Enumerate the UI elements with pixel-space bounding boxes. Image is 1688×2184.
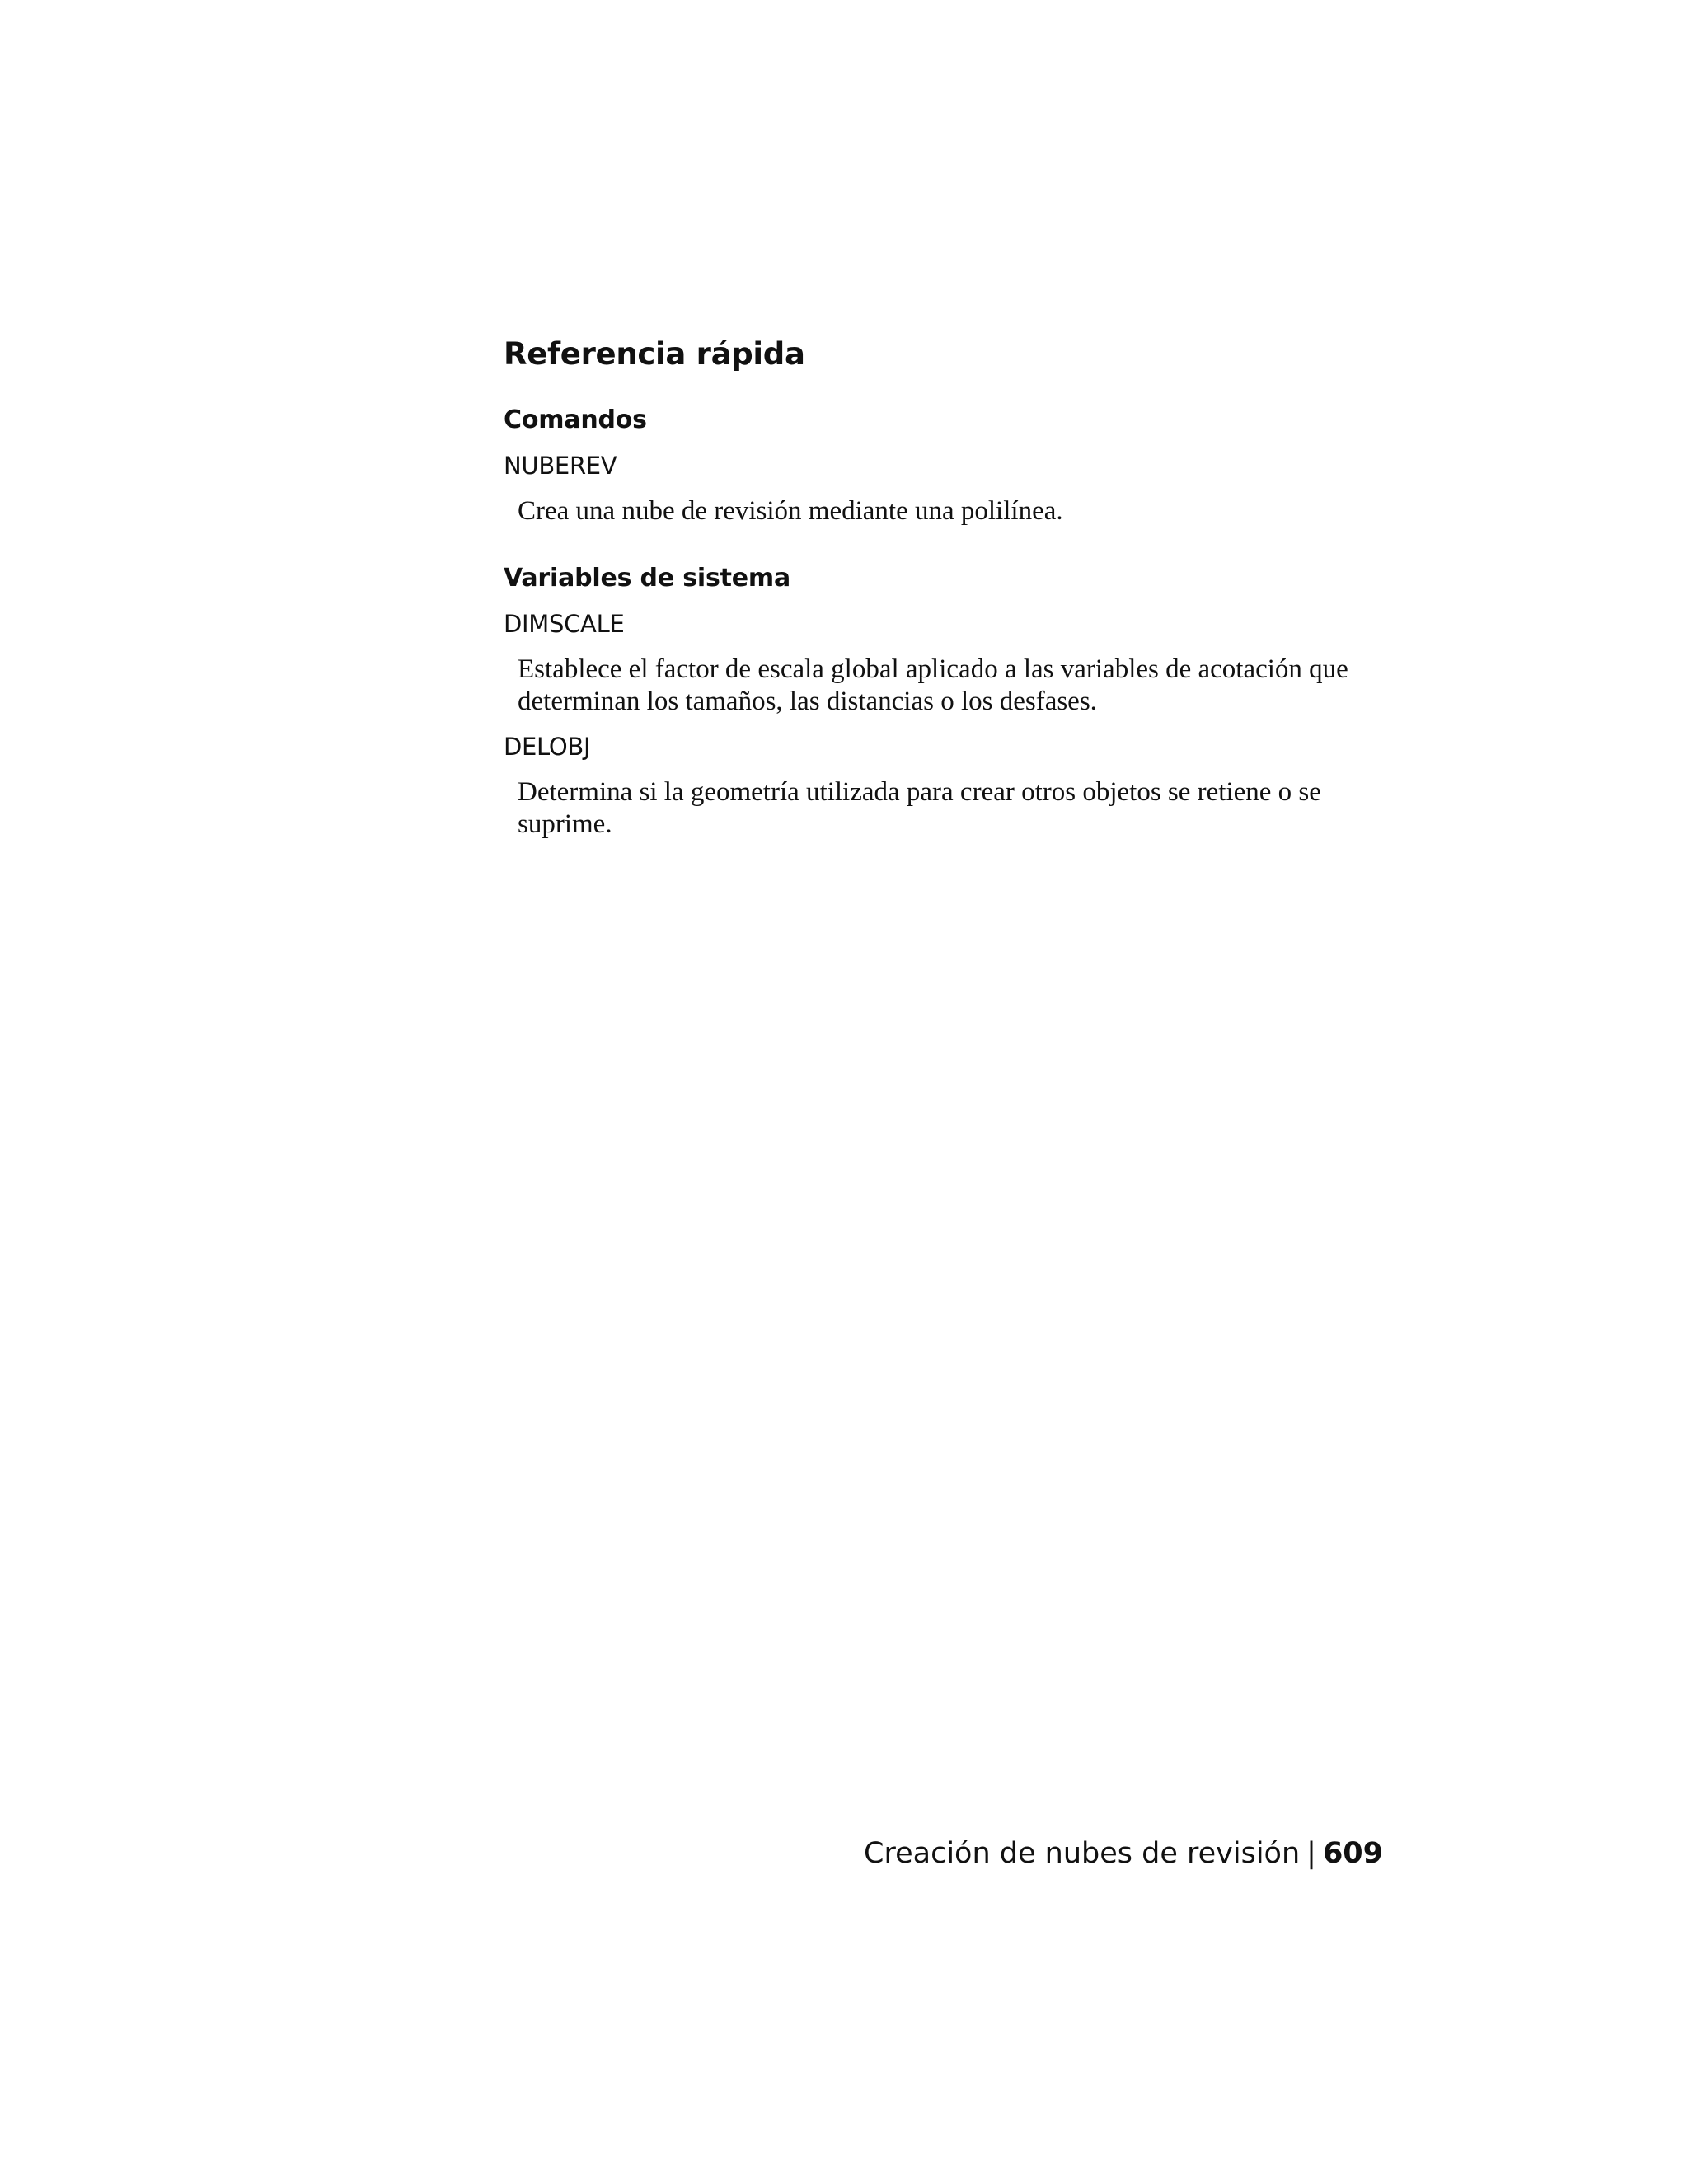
page-content — [504, 336, 1394, 855]
group-title-commands: Comandos — [504, 405, 647, 435]
description-delobj: Determina si la geometría utilizada para crear otros objetos se retiene o se suprime. — [518, 776, 1321, 839]
description-nuberev: Crea una nube de revisión mediante una polilínea. — [518, 496, 1063, 527]
group-title-system-variables: Variables de sistema — [504, 564, 791, 593]
group-commands — [504, 405, 1394, 527]
page-number: 609 — [1322, 1837, 1383, 1870]
page-footer — [864, 1836, 1383, 1871]
term-dimscale: DIMSCALE — [504, 610, 625, 639]
term-delobj: DELOBJ — [504, 732, 591, 761]
section-title: Referencia rápida — [504, 336, 805, 372]
footer-separator: | — [1306, 1837, 1316, 1870]
group-system-variables — [504, 564, 1394, 841]
footer-chapter-title: Creación de nubes de revisión — [864, 1837, 1301, 1870]
term-nuberev: NUBEREV — [504, 452, 617, 480]
description-dimscale: Establece el factor de escala global aplicado a las variables de acotación que determinan los tamaños, las distancias o los desfases. — [518, 654, 1348, 716]
